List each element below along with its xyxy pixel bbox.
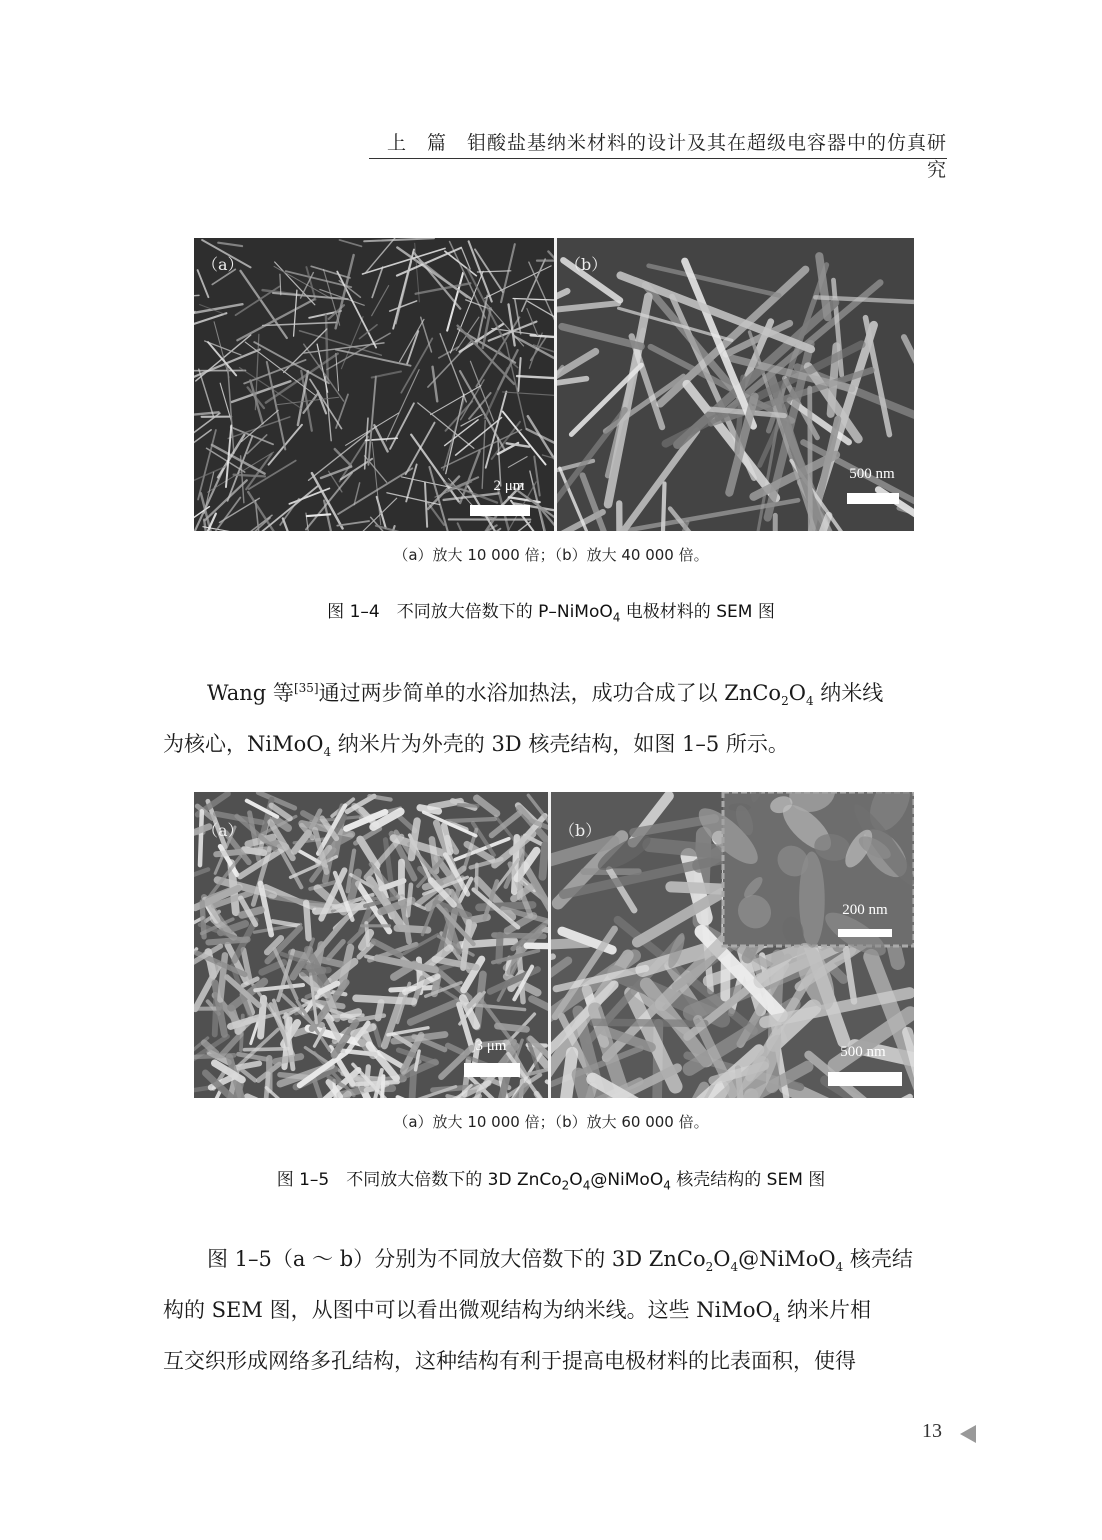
panel-label-b: （b） <box>565 255 608 274</box>
sem-panel-b <box>551 792 914 1098</box>
sem-image-nanorods-high-mag <box>557 238 914 531</box>
paragraph-2-line-1: 图 1–5（a ～ b）分别为不同放大倍数下的 3D $ZnCo_2O_4@NiMoO_4$ 核壳结 <box>207 1247 913 1275</box>
scale-label-b: 500 nm <box>840 1044 886 1060</box>
inset-scale-label: 200 nm <box>842 902 888 918</box>
inset-scale-bar <box>838 929 892 937</box>
figure-1-5-subcaption: （a）放大 10 000 倍；（b）放大 60 000 倍。 <box>393 1113 709 1131</box>
paragraph-1-line-1: Wang 等[35]通过两步简单的水浴加热法，成功合成了以 $ZnCo_2O_4$ 纳米线 <box>207 681 884 709</box>
figure-1-5-title: 图 1–5 不同放大倍数下的 3D $ZnCo_2O_4@NiMoO_4$ 核壳结构的 SEM 图 <box>276 1170 826 1193</box>
figure-1-4 <box>194 238 914 531</box>
paragraph-1-line-2: 为核心，NiMoO$_4$ 纳米片为外壳的 3D 核壳结构，如图 1–5 所示。 <box>163 732 789 760</box>
scale-label-a: 3 μm <box>475 1038 507 1054</box>
scale-bar-a <box>464 1063 520 1077</box>
figure-1-4-title: 图 1–4 不同放大倍数下的 P–NiMoO$_4$ 电极材料的 SEM 图 <box>327 602 775 625</box>
scale-label-b: 500 nm <box>849 466 895 482</box>
scale-bar-b <box>847 493 899 504</box>
paragraph-2 <box>163 1238 949 1383</box>
panel-label-b: （b） <box>559 821 602 840</box>
paragraph-2-line-2: 构的 SEM 图，从图中可以看出微观结构为纳米线。这些 NiMoO$_4$ 纳米片相 <box>163 1298 872 1326</box>
header-rule <box>369 158 947 159</box>
scale-bar-b <box>828 1072 902 1086</box>
panel-label-a: （a） <box>202 821 244 840</box>
running-header: 上 篇 钼酸盐基纳米材料的设计及其在超级电容器中的仿真研究 <box>386 132 947 181</box>
scale-label-a: 2 μm <box>493 478 525 494</box>
scale-bar-a <box>470 505 530 516</box>
page-marker-triangle-icon <box>960 1425 976 1443</box>
figure-1-5 <box>194 792 914 1098</box>
figure-1-4-subcaption: （a）放大 10 000 倍；（b）放大 40 000 倍。 <box>393 546 709 564</box>
paragraph-1 <box>163 667 949 774</box>
sem-panel-a <box>194 238 554 531</box>
sem-panel-b <box>557 238 914 531</box>
page-number: 13 <box>922 1420 942 1442</box>
sem-panel-a <box>194 792 548 1098</box>
paragraph-2-line-3: 互交织形成网络多孔结构，这种结构有利于提高电极材料的比表面积，使得 <box>163 1349 856 1374</box>
panel-label-a: （a） <box>202 255 244 274</box>
